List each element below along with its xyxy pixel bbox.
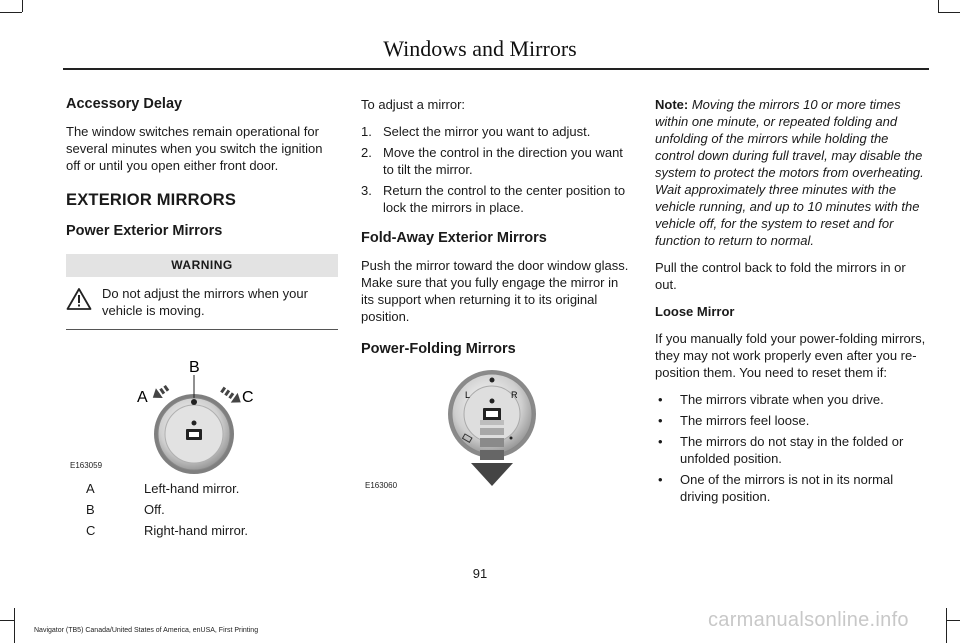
accessory-delay-heading: Accessory Delay <box>66 96 183 112</box>
list-item <box>361 182 633 216</box>
bullet: • <box>658 434 663 449</box>
step-text: Select the mirror you want to adjust. <box>383 124 591 139</box>
crop-mark <box>0 12 22 13</box>
legend-text: Left-hand mirror. <box>144 481 240 496</box>
page-title: Windows and Mirrors <box>383 36 577 61</box>
warning-triangle-icon <box>66 287 92 311</box>
adjust-steps <box>361 123 633 216</box>
column-middle <box>361 96 633 518</box>
mirror-control-figure <box>66 340 338 480</box>
figure-code: E163060 <box>365 481 398 490</box>
power-folding-figure <box>361 368 633 518</box>
pull-control-text: Pull the control back to fold the mirrors in or out. <box>655 260 906 292</box>
right-arrow-icon <box>218 384 244 407</box>
list-item <box>655 471 927 505</box>
step-number: 3. <box>361 183 372 198</box>
bullet-text: The mirrors feel loose. <box>680 413 810 428</box>
crop-mark <box>938 12 960 13</box>
warning-box <box>66 285 338 330</box>
power-folding-heading: Power-Folding Mirrors <box>361 341 516 357</box>
legend-row <box>66 480 338 497</box>
legend-key: A <box>86 481 95 496</box>
legend-text: Off. <box>144 502 165 517</box>
bullet: • <box>658 472 663 487</box>
list-item <box>361 123 633 140</box>
list-item <box>361 144 633 178</box>
legend-text: Right-hand mirror. <box>144 523 249 538</box>
legend-row <box>66 501 338 518</box>
bullet-text: The mirrors do not stay in the folded or unfolded position. <box>680 434 904 466</box>
figure-label-b: B <box>189 359 200 376</box>
crop-mark <box>22 0 23 12</box>
header-divider <box>63 68 929 70</box>
column-left <box>66 96 338 543</box>
exterior-mirrors-heading: EXTERIOR MIRRORS <box>66 191 237 209</box>
watermark: carmanualsonline.info <box>708 609 909 631</box>
legend-row <box>66 522 338 539</box>
figure-label-c: C <box>242 389 254 406</box>
figure-label-l: L <box>465 390 471 400</box>
fold-away-text: Push the mirror toward the door window glass. Make sure that you fully engage the mirror in its support when returning it to its original position. <box>361 258 629 324</box>
legend-key: B <box>86 502 95 517</box>
list-item <box>655 433 927 467</box>
list-item <box>655 391 927 408</box>
figure-label-r: R <box>511 390 518 400</box>
step-number: 2. <box>361 145 372 160</box>
bullet-text: One of the mirrors is not in its normal driving position. <box>680 472 894 504</box>
crop-mark <box>14 608 15 643</box>
warning-label: WARNING <box>66 254 338 277</box>
crop-mark <box>946 608 947 643</box>
list-item <box>655 412 927 429</box>
figure-code: E163059 <box>70 461 103 470</box>
bullet: • <box>658 413 663 428</box>
adjust-intro: To adjust a mirror: <box>361 97 466 112</box>
figure-legend <box>66 480 338 539</box>
step-number: 1. <box>361 124 372 139</box>
left-arrow-icon <box>149 382 171 402</box>
crop-mark <box>946 620 960 621</box>
accessory-delay-text: The window switches remain operational for several minutes when you switch the ignition off or until you open either front door. <box>66 124 323 173</box>
step-text: Move the control in the direction you want to tilt the mirror. <box>383 145 623 177</box>
crop-mark <box>938 0 939 12</box>
note-text: Moving the mirrors 10 or more times within one minute, or repeated folding and unfolding of the mirrors while holding the control down during full travel, may disable the system to protect the motors from overheating. Wait approximately three minutes with the vehicle running, and up to 10 minutes with the vehicle off, for the system to reset and for function to return to normal. <box>655 97 924 248</box>
loose-mirror-text: If you manually fold your power-folding mirrors, they may not work properly even after you re-position them. You need to reset them if: <box>655 331 926 380</box>
bullet: • <box>658 392 663 407</box>
reset-conditions-list <box>655 391 927 505</box>
note-label: Note: <box>655 97 689 112</box>
edition-footer: Navigator (TB5) Canada/United States of America, enUSA, First Printing <box>34 627 259 634</box>
note-paragraph <box>655 96 927 249</box>
power-folding-knob-illustration <box>361 368 633 518</box>
bullet-text: The mirrors vibrate when you drive. <box>680 392 884 407</box>
warning-text: Do not adjust the mirrors when your vehicle is moving. <box>102 286 308 318</box>
figure-label-a: A <box>137 389 148 406</box>
mirror-selector-knob-illustration <box>66 340 338 480</box>
step-text: Return the control to the center position to lock the mirrors in place. <box>383 183 626 215</box>
legend-key: C <box>86 523 96 538</box>
column-right <box>655 96 927 509</box>
crop-mark <box>0 620 14 621</box>
fold-away-heading: Fold-Away Exterior Mirrors <box>361 230 547 246</box>
power-exterior-mirrors-heading: Power Exterior Mirrors <box>66 223 223 239</box>
page-number: 91 <box>472 566 488 581</box>
loose-mirror-heading: Loose Mirror <box>655 304 735 319</box>
